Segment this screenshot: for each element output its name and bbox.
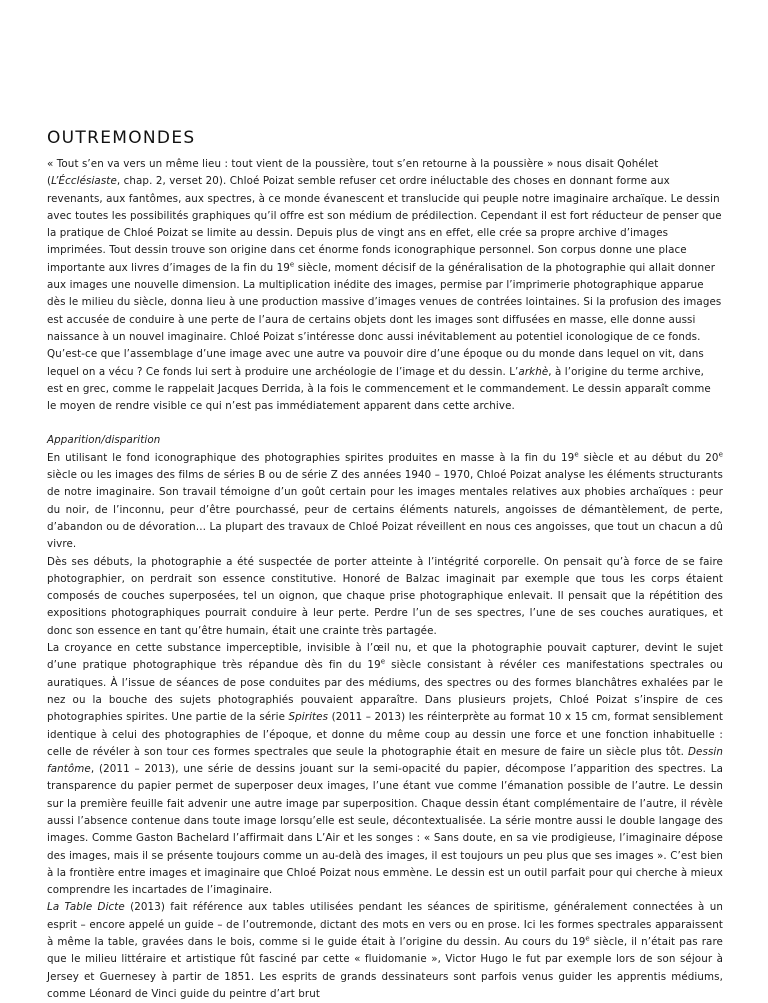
section-paragraph-3: La croyance en cette substance imperceptible, invisible à l’œil nu, et que la photographie pouvait capturer, devint le sujet d’une pratique photographique très répandue dès fin du 19e siècle consistant à révéler ces manifestations spectrales ou auratiques. À l’issue de séances de pose conduites par des médiums, des spectres ou des formes blanchâtres exhalées par le nez ou la bouche des sujets photographiés pouvaient apparaître. Dans plusieurs projets, Chloé Poizat s’inspire de ces photographies spirites. Une partie de la série Spirites (2011 – 2013) les réinterprète au format 10 x 15 cm, format sensiblement identique à celui des photographies de l’époque, et donne du même coup au dessin une force et une fonction inhabituelle : celle de révéler à son tour ces formes spectrales que seule la photographie était en mesure de faire un siècle plus tôt. Dessin fantôme, (2011 – 2013), une série de dessins jouant sur la semi-opacité du papier, décompose l’apparition des spectres. La transparence du papier permet de superposer deux images, l’une étant vue comme l’émanation possible de l’autre. Le dessin sur la première feuille fait advenir une autre image par superposition. Chaque dessin étant complémentaire de l’autre, il révèle aussi l’absence contenue dans toute image lorsqu’elle est seule, décontextualisée. La série montre aussi le double langage des images. Comme Gaston Bachelard l’affirmait dans L’Air et les songes : « Sans doute, en sa vie prodigieuse, l’imaginaire dépose des images, mais il se présente toujours comme un au-delà des images, il est toujours un peu plus que ses images ». C’est bien à la frontière entre images et imaginaire que Chloé Poizat nous emmène. Le dessin est un outil parfait pour qui cherche à mieux comprendre les incartades de l’imaginaire. La Table Dicte (2013) fait référence aux tables utilisées pendant les séances de spiritisme, généralement connectées à un esprit – encore appelé un guide – de l’outremonde, dictant des mots en vers ou en prose. Ici les formes spectrales apparaissent à même la table, gravées dans le bois, comme si le guide était à l’origine du dessin. Au cours du 19e siècle, il n’était pas rare que le milieu littéraire et artistique fût fasciné par cette « fluidomanie », Victor Hugo le fut par exemple lors de son séjour à Jersey et Guernesey à partir de 1851. Les esprits de grands dessinateurs sont parfois venus guider les apprentis médiums, comme Léonard de Vinci guide du peintre d’art brut	[47, 642, 723, 1000]
document-page	[47, 128, 723, 1003]
section-paragraph-2: Dès ses débuts, la photographie a été suspectée de porter atteinte à l’intégrité corporelle. On pensait qu’à force de se faire photographier, on perdrait son essence constitutive. Honoré de Balzac imaginait par exemple que tous les corps étaient composés de couches superposées, tel un oignon, que chaque prise photographique enlevait. Il pensait que la répétition des expositions photographiques pourrait conduire à leur perte. Perdre l’un de ses spectres, l’une de ses couches auratiques, et donc son essence en tant qu’être humain, était une crainte très partagée.	[47, 555, 723, 637]
series-title-dessin: Dessin fantôme	[47, 745, 723, 776]
book-reference: L’Écclésiaste	[51, 175, 117, 188]
section-paragraph-1: En utilisant le fond iconographique des photographies spirites produites en masse à la fin du 19e siècle et au début du 20e siècle ou les images des films de séries B ou de série Z des années 1940 – 1970, Chloé Poizat analyse les éléments structurants de notre imaginaire. Son travail témoigne d’un goût certain pour les images mentales relatives aux phobies archaïques : peur du noir, de l’inconnu, peur d’être pourchassé, peur de certains éléments naturels, angoisses de démantèlement, de perte, d’abandon ou de dévoration… La plupart des travaux de Chloé Poizat réveillent en nous ces angoisses, que tout un chacun a dû vivre.	[47, 450, 723, 551]
section-heading: Apparition/disparition	[47, 434, 161, 447]
arkhe-term: arkhè	[518, 365, 549, 378]
page-title: OUTREMONDES	[47, 128, 196, 148]
series-title-table: La Table Dicte	[47, 901, 125, 914]
intro-paragraph: « Tout s’en va vers un même lieu : tout vient de la poussière, tout s’en retourne à la poussière » nous disait Qohélet (L’Écclésiaste, chap. 2, verset 20). Chloé Poizat semble refuser cet ordre inéluctable des choses en donnant forme aux revenants, aux fantômes, aux spectres, à ce monde évanescent et translucide qui peuple notre imaginaire archaïque. Le dessin avec toutes les possibilités graphiques qu’il offre est son médium de prédilection. Cependant il est fort réducteur de penser que la pratique de Chloé Poizat se limite au dessin. Depuis plus de vingt ans en effet, elle crée sa propre archive d’images imprimées. Tout dessin trouve son origine dans cet énorme fonds iconographique personnel. Son corpus donne une place importante aux livres d’images de la fin du 19e siècle, moment décisif de la généralisation de la photographie qui allait donner aux images une nouvelle dimension. La multiplication inédite des images, permise par l’imprimerie photographique apparue dès le milieu du siècle, donna lieu à une production massive d’images venues de contrées lointaines. Si la profusion des images est accusée de conduire à une perte de l’aura de certains objets dont les images sont diffusées en masse, elle donne aussi naissance à un nouvel imaginaire. Chloé Poizat s’intéresse donc aussi inévitablement au potentiel iconologique de ce fonds. Qu’est-ce que l’assemblage d’une image avec une autre va pouvoir dire d’une époque ou du monde dans lequel on vit, dans lequel on a vécu ? Ce fonds lui sert à produire une archéologie de l’image et du dessin. L’arkhè, à l’origine du terme archive, est en grec, comme le rappelait Jacques Derrida, à la fois le commencement et le commandement. Le dessin apparaît comme le moyen de rendre visible ce qui n’est pas immédiatement apparent dans cette archive.	[47, 158, 722, 413]
series-title-spirites: Spirites	[288, 711, 329, 724]
